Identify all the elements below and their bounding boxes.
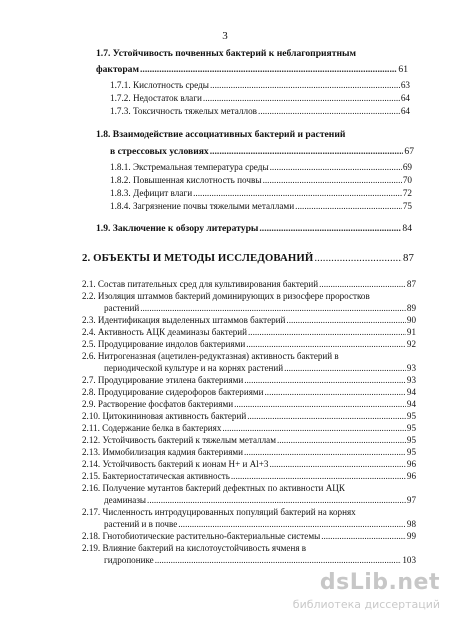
toc-entry-2-6-cont[interactable]: периодической культуре и на корнях растений ..... 93 bbox=[104, 362, 416, 375]
toc-entry-2-19-cont[interactable]: гидропонике ..... 103 bbox=[104, 554, 416, 567]
page-number: 3 bbox=[222, 30, 228, 42]
watermark bbox=[292, 570, 440, 614]
toc-entry-1-8-3[interactable]: 1.8.3. Дефицит влаги ..... 72 bbox=[110, 187, 412, 200]
toc-entry-2-10[interactable]: 2.10. Цитокининовая активность бактерий ..... 95 bbox=[82, 410, 416, 423]
toc-entry-2-14[interactable]: 2.14. Устойчивость бактерий к ионам H+ и Al+3 ..... 96 bbox=[82, 458, 416, 471]
toc-heading-1-8: 1.8. Взаимодействие ассоциативных бактерий и растений bbox=[96, 129, 346, 140]
watermark-subtitle: библиотека диссертаций bbox=[292, 598, 440, 611]
toc-entry-1-7-cont[interactable]: факторам ..... 61 bbox=[96, 63, 408, 76]
toc-entry-2-12[interactable]: 2.12. Устойчивость бактерий к тяжелым металлам ..... 95 bbox=[82, 434, 416, 447]
toc-entry-2-2: 2.2. Изоляция штаммов бактерий доминирующих в ризосфере проростков bbox=[82, 291, 370, 301]
toc-entry-2-6: 2.6. Нитрогеназная (ацетилен-редуктазная) активность бактерий в bbox=[82, 351, 339, 361]
toc-entry-2-7[interactable]: 2.7. Продуцирование этилена бактериями ..... 93 bbox=[82, 374, 416, 387]
toc-entry-1-8-4[interactable]: 1.8.4. Загрязнение почвы тяжелыми металлами ..... 75 bbox=[110, 200, 412, 213]
toc-entry-1-9[interactable]: 1.9. Заключение к обзору литературы ..... 84 bbox=[96, 222, 412, 235]
toc-entry-2-13[interactable]: 2.13. Иммобилизация кадмия бактериями ..... 95 bbox=[82, 446, 416, 459]
toc-entry-2-9[interactable]: 2.9. Растворение фосфатов бактериями ..... 94 bbox=[82, 398, 416, 411]
toc-heading-1-7: 1.7. Устойчивость почвенных бактерий к неблагоприятным bbox=[96, 48, 357, 59]
watermark-logo: dsLib.net bbox=[319, 570, 440, 595]
toc-entry-2-3[interactable]: 2.3. Идентификация выделенных штаммов бактерий ..... 90 bbox=[82, 314, 416, 327]
toc-entry-2-19: 2.19. Влияние бактерий на кислотоустойчивость ячменя в bbox=[82, 543, 307, 553]
toc-chapter-2[interactable]: 2. ОБЪЕКТЫ И МЕТОДЫ ИССЛЕДОВАНИЙ ..... 87 bbox=[82, 251, 414, 266]
toc-entry-2-5[interactable]: 2.5. Продуцирование индолов бактериями ..... 92 bbox=[82, 338, 416, 351]
toc-entry-1-8-2[interactable]: 1.8.2. Повышенная кислотность почвы ..... 70 bbox=[110, 174, 412, 187]
toc-entry-2-17: 2.17. Численность интродуцированных популяций бактерий на корнях bbox=[82, 507, 356, 517]
toc-entry-1-7-2[interactable]: 1.7.2. Недостаток влаги ..... 64 bbox=[110, 92, 410, 105]
toc-entry-2-4[interactable]: 2.4. Активность АЦК деаминазы бактерий ..... 91 bbox=[82, 326, 416, 339]
toc-entry-1-8-cont[interactable]: в стрессовых условиях ..... 67 bbox=[110, 145, 414, 158]
toc-entry-2-8[interactable]: 2.8. Продуцирование сидерофоров бактериями ..... 94 bbox=[82, 386, 416, 399]
toc-entry-2-1[interactable]: 2.1. Состав питательных сред для культивирования бактерий ..... 87 bbox=[82, 278, 416, 291]
toc-entry-2-18[interactable]: 2.18. Гнотобиотические растительно-бактериальные системы ..... 99 bbox=[82, 530, 416, 543]
toc-entry-2-15[interactable]: 2.15. Бактериостатическая активность ..... 96 bbox=[82, 470, 416, 483]
toc-entry-2-2-cont[interactable]: растений ..... 89 bbox=[104, 302, 416, 315]
toc-entry-2-11[interactable]: 2.11. Содержание белка в бактериях ..... 95 bbox=[82, 422, 416, 435]
toc-entry-1-7-1[interactable]: 1.7.1. Кислотность среды ..... 63 bbox=[110, 79, 410, 92]
toc-entry-1-8-1[interactable]: 1.8.1. Экстремальная температура среды ..... 69 bbox=[110, 161, 412, 174]
toc-entry-2-16: 2.16. Получение мутантов бактерий дефектных по активности АЦК bbox=[82, 483, 345, 493]
toc-entry-2-16-cont[interactable]: деаминазы ..... 97 bbox=[104, 494, 416, 507]
toc-entry-2-17-cont[interactable]: растений и в почве ..... 98 bbox=[104, 518, 416, 531]
toc-entry-1-7-3[interactable]: 1.7.3. Токсичность тяжелых металлов ..... 64 bbox=[110, 105, 410, 118]
